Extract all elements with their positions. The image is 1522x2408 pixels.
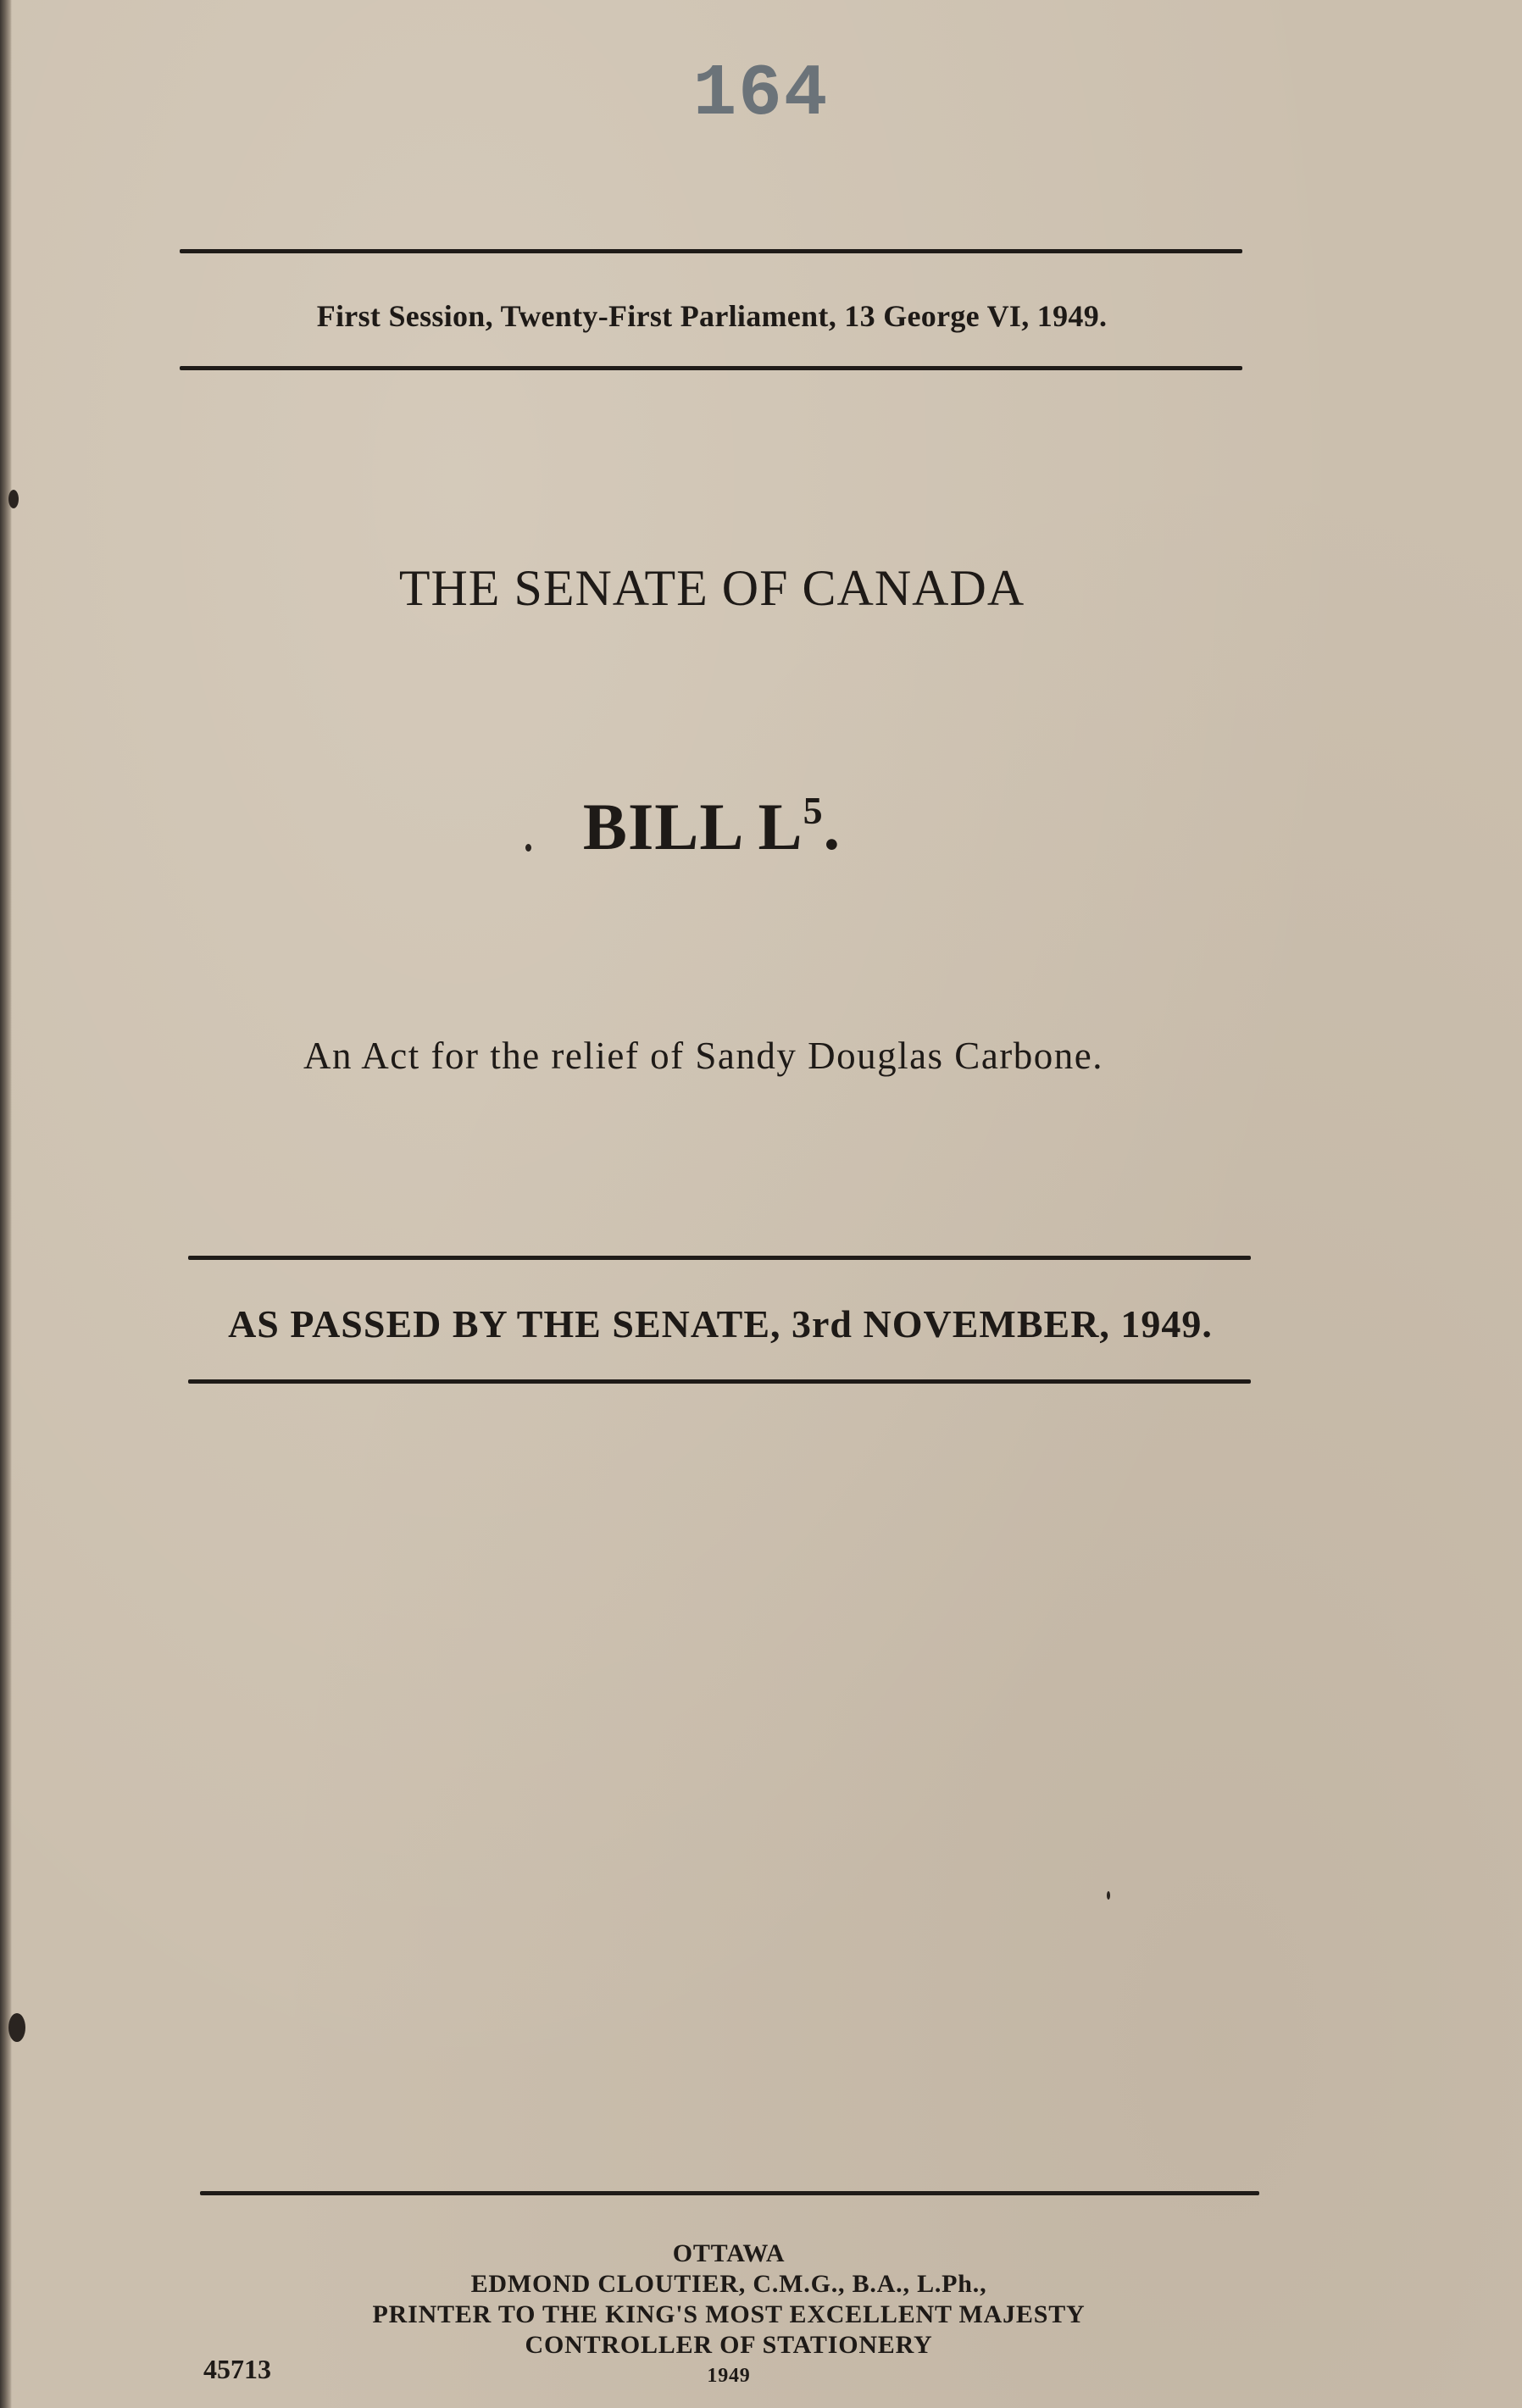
passed-rule-upper (188, 1256, 1251, 1260)
imprint-rule (200, 2191, 1259, 2195)
bill-superscript: 5 (803, 789, 824, 832)
imprint-year: 1949 (707, 2365, 751, 2387)
stamped-page-number: 164 (692, 53, 830, 136)
imprint-city: OTTAWA (672, 2239, 786, 2267)
imprint-printer-title: PRINTER TO THE KING'S MOST EXCELLENT MAJESTY (372, 2300, 1086, 2328)
binding-hole-mark (8, 2013, 25, 2042)
top-rule-lower (180, 366, 1242, 370)
ink-speck (525, 844, 531, 852)
imprint-controller: CONTROLLER OF STATIONERY (525, 2331, 933, 2359)
bill-label: BILL L (582, 790, 803, 863)
bill-number (178, 788, 1246, 865)
bill-period: . (823, 790, 842, 863)
top-rule-upper (180, 249, 1242, 253)
print-job-code: 45713 (203, 2354, 271, 2384)
passage-notice: AS PASSED BY THE SENATE, 3rd NOVEMBER, 1949. (228, 1302, 1213, 1345)
passed-rule-lower (188, 1379, 1251, 1384)
imprint-printer: EDMOND CLOUTIER, C.M.G., B.A., L.Ph., (470, 2270, 987, 2298)
bill-title: An Act for the relief of Sandy Douglas Carbone. (303, 1035, 1104, 1077)
house-heading: THE SENATE OF CANADA (398, 560, 1025, 616)
ink-speck (1107, 1891, 1110, 1900)
page-binding-edge (0, 0, 12, 2408)
binding-hole-mark (8, 490, 19, 508)
session-line: First Session, Twenty-First Parliament, 13 George VI, 1949. (316, 299, 1108, 333)
